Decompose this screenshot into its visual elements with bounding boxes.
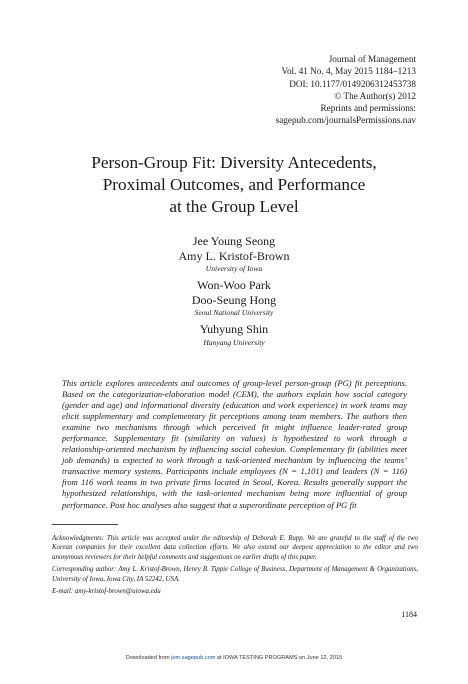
download-source-link[interactable]: jom.sagepub.com bbox=[171, 655, 216, 661]
journal-name: Journal of Management bbox=[328, 54, 416, 64]
journal-volume: Vol. 41 No. 4, May 2015 1184–1213 bbox=[281, 66, 416, 77]
author-name: Doo-Seung Hong bbox=[191, 292, 277, 307]
journal-copyright: © The Author(s) 2012 bbox=[334, 90, 416, 101]
author-name: Won-Woo Park bbox=[197, 278, 271, 292]
title-line: Proximal Outcomes, and Performance bbox=[102, 175, 366, 194]
corresponding-author-note: Corresponding author: Amy L. Kristof-Brown, Henry B. Tippie College of Business, Department of Management & Organizations, University of Iowa, Iowa City, IA 52242, USA. bbox=[52, 566, 418, 583]
footnote-divider bbox=[52, 524, 118, 525]
author-affiliation: Hanyang University bbox=[203, 337, 265, 347]
author-affiliation: Seoul National University bbox=[194, 308, 274, 317]
download-suffix: at IOWA TESTING PROGRAMS on June 12, 2015 bbox=[215, 655, 343, 661]
download-notice bbox=[0, 654, 468, 662]
title-line: Person-Group Fit: Diversity Antecedents, bbox=[91, 153, 377, 172]
author-affiliation: University of Iowa bbox=[205, 264, 263, 273]
journal-reprints: Reprints and permissions: bbox=[320, 103, 416, 114]
footnotes bbox=[52, 534, 418, 600]
title-line: at the Group Level bbox=[169, 197, 299, 216]
abstract-text: This article explores antecedents and outcomes of group-level person-group (PG) fit perceptions. Based on the categorization-elaboration model (CEM), the authors explain how social category (gender and age) and informational diversity (education and work experience) in work teams may elicit supplementary and complementary fit perceptions among team members. The authors then examine two mechanisms through which perceived fit might influence leader-rated group performance. Supplementary fit (similarity on values) is hypothesized to work through a relationship-oriented mechanism by influencing social cohesion. Complementary fit (abilities meet job demands) is expected to work through a task-oriented mechanism by influencing the teams’ transactive memory systems. Participants include employees (N = 1,101) and leaders (N = 116) from 116 work teams in two private firms located in Seoul, Korea. Results generally support the hypothesized relationships, with the task-oriented mechanism being more influential of group performance. Post hoc analyses also suggest that a superordinate perception of PG fit bbox=[62, 378, 407, 510]
journal-info-block bbox=[276, 53, 416, 127]
page-number: 1184 bbox=[401, 610, 417, 619]
journal-permissions-url: sagepub.com/journalsPermissions.nav bbox=[275, 115, 416, 126]
download-prefix: Downloaded from bbox=[125, 655, 172, 661]
author-name: Amy L. Kristof-Brown bbox=[178, 248, 290, 263]
journal-doi: DOI: 10.1177/0149206312453738 bbox=[289, 78, 416, 89]
author-name: Jee Young Seong bbox=[192, 234, 276, 248]
article-title bbox=[0, 152, 468, 218]
author-list bbox=[0, 234, 468, 352]
author-name: Yuhyung Shin bbox=[199, 322, 269, 336]
acknowledgments-note: Acknowledgments: This article was accepted under the editorship of Deborah E. Rupp. We are grateful to the staff of the two Korean companies for their excellent data collection efforts. We also extend our deepest appreciation to the editor and two anonymous reviewers for their helpful comments and suggestions on earlier drafts of this paper. bbox=[52, 535, 418, 561]
email-note: E-mail: amy-kristof-brown@uiowa.edu bbox=[52, 588, 161, 596]
